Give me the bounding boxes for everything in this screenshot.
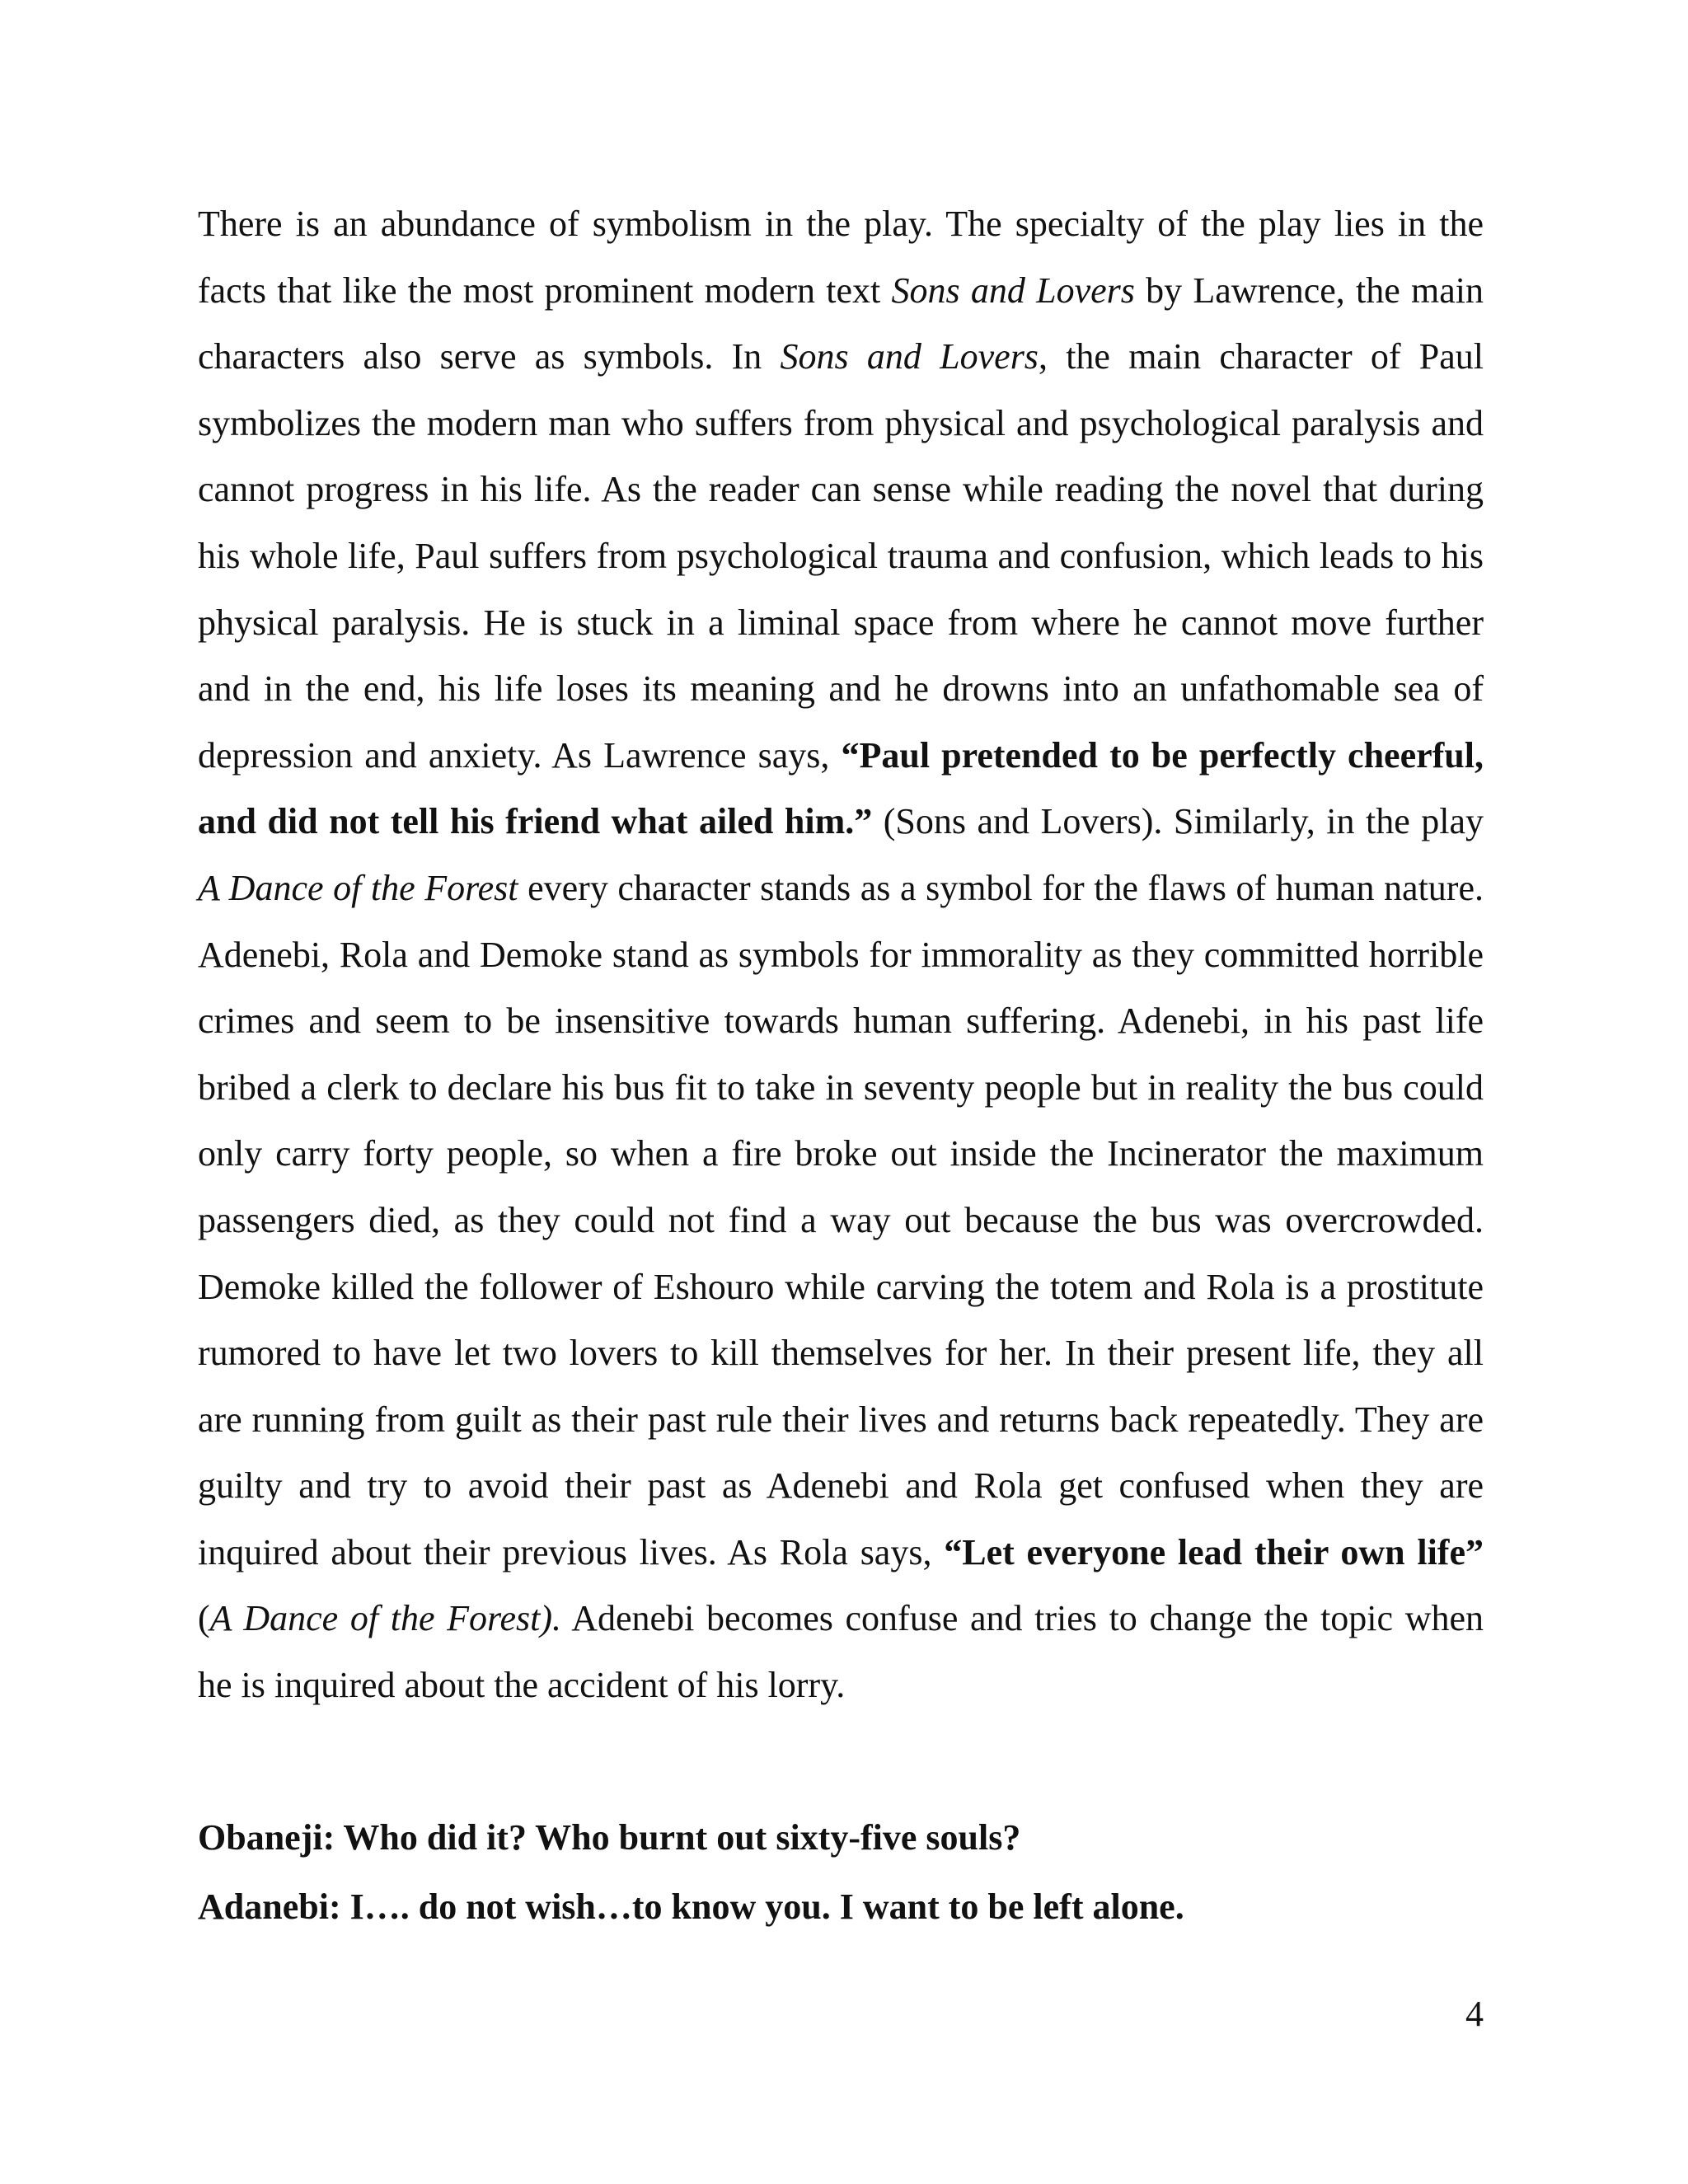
paragraph-text: by Lawrence, the main characters also serve as symbols. In: [198, 269, 1484, 377]
paragraph-text: (: [198, 1598, 210, 1639]
paragraph-text: , the main character of Paul symbolizes the modern man who suffers from physical and psychological paralysis and cannot progress in his life. As the reader can sense while reading the novel that during his whole life, Paul suffers from psychological trauma and confusion, which leads to his physical paralysis. He is stuck in a liminal space from where he cannot move further and in the end, his life loses its meaning and he drowns into an unfathomable sea of depression and anxiety. As Lawrence says,: [198, 336, 1484, 776]
play-title: A Dance of the Forest: [198, 867, 518, 908]
dialogue-line: Adanebi: I…. do not wish…to know you. I want to be left alone.: [198, 1886, 1184, 1927]
play-title: A Dance of the Forest).: [209, 1598, 562, 1639]
quotation: “Let everyone lead their own life”: [944, 1531, 1484, 1572]
paragraph-text: (Sons and Lovers). Similarly, in the play: [872, 801, 1484, 842]
paragraph-text: Adenebi becomes confuse and tries to change the topic when he is inquired about the accident of his lorry.: [198, 1598, 1484, 1706]
dialogue-line: Obaneji: Who did it? Who burnt out sixty-five souls?: [198, 1817, 1021, 1858]
paragraph-text: every character stands as a symbol for the flaws of human nature. Adenebi, Rola and Demoke stand as symbols for immorality as they committed horrible crimes and seem to be insensitive towards human suffering. Adenebi, in his past life bribed a clerk to declare his bus fit to take in seventy people but in reality the bus could only carry forty people, so when a fire broke out inside the Incinerator the maximum passengers died, as they could not find a way out because the bus was overcrowded. Demoke killed the follower of Eshouro while carving the totem and Rola is a prostitute rumored to have let two lovers to kill themselves for her. In their present life, they all are running from guilt as their past rule their lives and returns back repeatedly. They are guilty and try to avoid their past as Adenebi and Rola get confused when they are inquired about their previous lives. As Rola says,: [198, 867, 1484, 1572]
quotation: “Paul pretended to be perfectly cheerful, and did not tell his friend what ailed him.”: [198, 734, 1484, 842]
body-paragraph: [198, 191, 1484, 1719]
book-title: Sons and Lovers: [891, 269, 1135, 311]
paragraph-text: There is an abundance of symbolism in the play. The specialty of the play lies in the facts that like the most prominent modern text: [198, 204, 1484, 311]
book-title: Sons and Lovers: [780, 336, 1039, 377]
page-number: 4: [1465, 1994, 1484, 2034]
